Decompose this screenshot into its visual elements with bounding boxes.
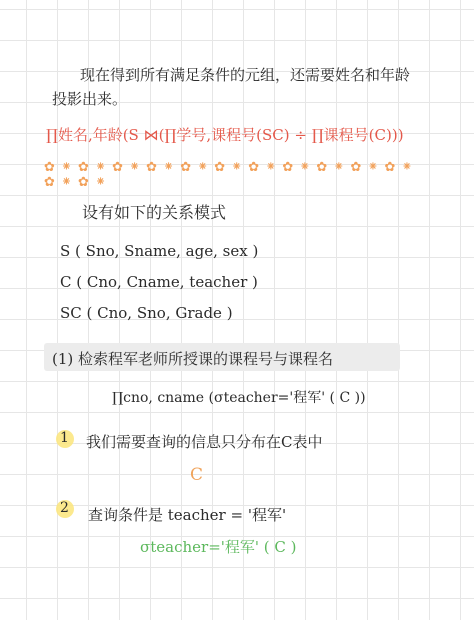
intro-line-2: 投影出来。 — [52, 90, 128, 108]
step-1-note: C — [190, 465, 204, 485]
step-2-note: σteacher='程军' ( C ) — [140, 538, 297, 556]
step-1-number: 1 — [60, 430, 69, 446]
step-2-number: 2 — [60, 500, 69, 516]
step-2-text: 查询条件是 teacher = '程军' — [88, 506, 287, 524]
schema-row-s: S ( Sno, Sname, age, sex ) — [60, 242, 259, 260]
schema-heading: 设有如下的关系模式 — [82, 203, 227, 222]
schema-row-c: C ( Cno, Cname, teacher ) — [60, 273, 258, 291]
question-answer: ∏cno, cname (σteacher='程军' ( C )) — [112, 390, 366, 406]
decorative-divider: ✿ ⁕ ✿ ⁕ ✿ ⁕ ✿ ⁕ ✿ ⁕ ✿ ⁕ ✿ ⁕ ✿ ⁕ ✿ ⁕ ✿ ⁕ ✿ ⁕ ✿ ⁕ ✿ ⁕ — [44, 160, 414, 190]
question-title: (1) 检索程军老师所授课的课程号与课程名 — [52, 350, 334, 368]
intro-line-1: 现在得到所有满足条件的元组，还需要姓名和年龄 — [80, 66, 411, 84]
schema-row-sc: SC ( Cno, Sno, Grade ) — [60, 304, 233, 322]
projection-formula: ∏姓名,年龄(S ⋈(∏学号,课程号(SC) ÷ ∏课程号(C))) — [46, 126, 404, 144]
step-1-text: 我们需要查询的信息只分布在C表中 — [86, 433, 323, 451]
